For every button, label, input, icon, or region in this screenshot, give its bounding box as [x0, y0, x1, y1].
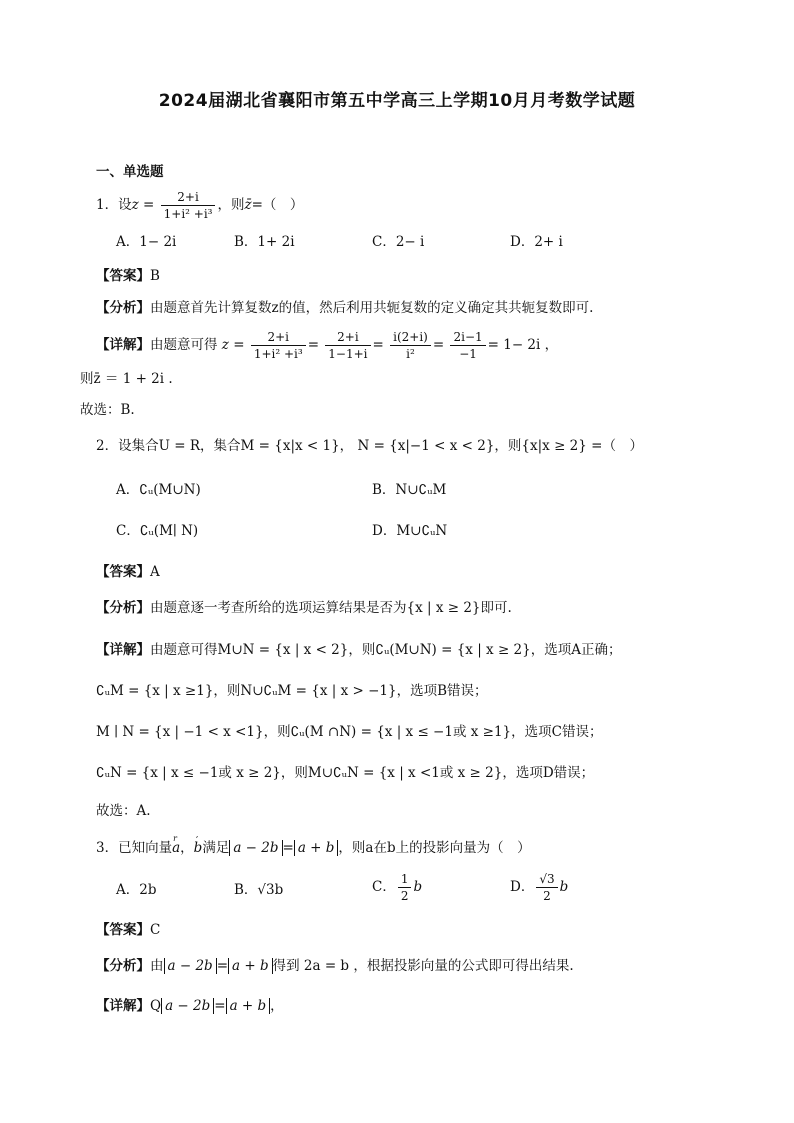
vector-a: r a — [172, 838, 180, 858]
q3-detail: 【详解】Q a − 2b = a + b ， — [96, 998, 284, 1014]
q1-z: z — [131, 197, 139, 213]
q3-answer: 【答案】C — [96, 922, 161, 938]
q2-answer: 【答案】A — [96, 564, 160, 580]
q1-option-b: B．1+ 2i — [234, 234, 295, 250]
q2-option-a: A．∁ᵤ(M∪N) — [116, 482, 201, 498]
q1-stem-mid: ，则 — [217, 197, 245, 213]
q3-abs-2: a + b — [294, 840, 339, 856]
q2-detail-2: ∁ᵤM = {x | x ≥1}，则N∪∁ᵤM = {x | x > −1}，选项B错误； — [96, 683, 488, 699]
q2-option-d: D．M∪∁ᵤN — [372, 523, 448, 539]
q1-option-d: D．2+ i — [510, 234, 563, 250]
q3-option-b: B．√3b — [234, 882, 284, 898]
q2-option-b: B．N∪∁ᵤM — [372, 482, 447, 498]
q1-zbar: z̄ — [244, 197, 252, 213]
q1-stem-pre: 1．设 — [96, 197, 132, 213]
q1-detail-2: 则z̄ ＝ 1 + 2i . — [80, 371, 173, 387]
q2-analysis: 【分析】由题意逐一考查所给的选项运算结果是否为{x | x ≥ 2}即可. — [96, 600, 512, 616]
section-heading: 一、单选题 — [96, 164, 164, 180]
q2-detail-1: 【详解】由题意可得M∪N = {x | x < 2}，则∁ᵤ(M∪N) = {x | x ≥ 2}，选项A正确； — [96, 642, 622, 658]
page-title: 2024届湖北省襄阳市第五中学高三上学期10月月考数学试题 — [158, 91, 636, 111]
q2-stem: 2．设集合U = R，集合M = {x|x < 1}， N = {x|−1 < x < 2}，则{x|x ≥ 2} =（ ） — [96, 438, 643, 454]
q3-analysis: 【分析】由 a − 2b = a + b 得到 2a = b ，根据投影向量的公式即可得出结果. — [96, 958, 574, 974]
q1-option-c: C．2− i — [372, 234, 425, 250]
q3-option-a: A．2b — [116, 882, 157, 898]
q2-detail-3: M ∣ N = {x | −1 < x <1}，则∁ᵤ(M ∩N) = {x | x ≤ −1或 x ≥1}，选项C错误； — [96, 724, 603, 740]
q1-detail: 【详解】由题意可得 z = $\frac{2+i}{\text{1+i² +i³}}$ = $\frac{2+i}{1-1+i}$ = $\frac{i(2+i)}{\text{i²}}$ = $\frac{2i-1}{-1}$ = 1− 2i ， — [96, 330, 559, 361]
q1-answer: 【答案】B — [96, 268, 160, 284]
q3-stem: 3．已知向量r a，’ b满足 a − 2b = a + b ，则a在b上的投影向量为（ ） — [96, 838, 531, 858]
q1-eq: = — [143, 197, 155, 213]
vector-b: ’ b — [194, 838, 203, 858]
q1-conclusion: 故选：B. — [80, 402, 135, 418]
q2-option-c: C．∁ᵤ(M∣ N) — [116, 523, 199, 539]
q1-stem — [96, 190, 303, 221]
q2-detail-4: ∁ᵤN = {x | x ≤ −1或 x ≥ 2}，则M∪∁ᵤN = {x | x <1或 x ≥ 2}，选项D错误； — [96, 765, 595, 781]
q1-option-a: A．1− 2i — [116, 234, 177, 250]
q1-fraction: $\frac{2+i}{\text{1+i² +i³}}$ — [161, 190, 216, 221]
q3-abs-1: a − 2b — [229, 840, 282, 856]
q2-conclusion: 故选：A. — [96, 803, 151, 819]
q1-stem-post: =（ ） — [251, 197, 304, 213]
q3-option-d: D． $\frac{√3}{2}$ b — [510, 872, 569, 903]
q1-analysis: 【分析】由题意首先计算复数z的值，然后利用共轭复数的定义确定其共轭复数即可. — [96, 300, 594, 316]
q3-option-c: C． $\frac{1}{2}$ b — [372, 872, 423, 903]
